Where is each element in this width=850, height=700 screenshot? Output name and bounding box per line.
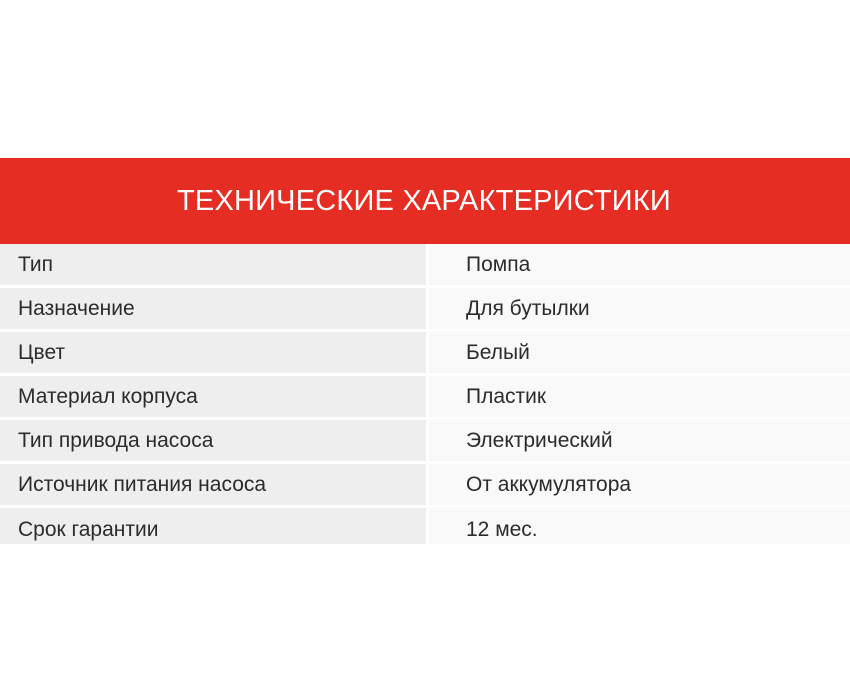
spec-row bbox=[0, 420, 850, 461]
spec-table bbox=[0, 158, 850, 544]
spec-label: Тип привода насоса bbox=[0, 420, 426, 461]
spec-row bbox=[0, 376, 850, 417]
spec-value: 12 мес. bbox=[429, 508, 850, 544]
spec-table-title: ТЕХНИЧЕСКИЕ ХАРАКТЕРИСТИКИ bbox=[177, 184, 671, 217]
spec-label: Источник питания насоса bbox=[0, 464, 426, 505]
spec-table-header bbox=[0, 158, 850, 244]
spec-label: Назначение bbox=[0, 288, 426, 329]
spec-label: Цвет bbox=[0, 332, 426, 373]
spec-row bbox=[0, 244, 850, 285]
spec-row bbox=[0, 288, 850, 329]
spec-label: Срок гарантии bbox=[0, 508, 426, 544]
spec-value: От аккумулятора bbox=[429, 464, 850, 505]
spec-row bbox=[0, 332, 850, 373]
spec-value: Белый bbox=[429, 332, 850, 373]
spec-value: Помпа bbox=[429, 244, 850, 285]
spec-rows bbox=[0, 244, 850, 544]
spec-value: Для бутылки bbox=[429, 288, 850, 329]
spec-value: Электрический bbox=[429, 420, 850, 461]
spec-label: Материал корпуса bbox=[0, 376, 426, 417]
spec-row bbox=[0, 464, 850, 505]
spec-label: Тип bbox=[0, 244, 426, 285]
spec-value: Пластик bbox=[429, 376, 850, 417]
spec-row bbox=[0, 508, 850, 544]
